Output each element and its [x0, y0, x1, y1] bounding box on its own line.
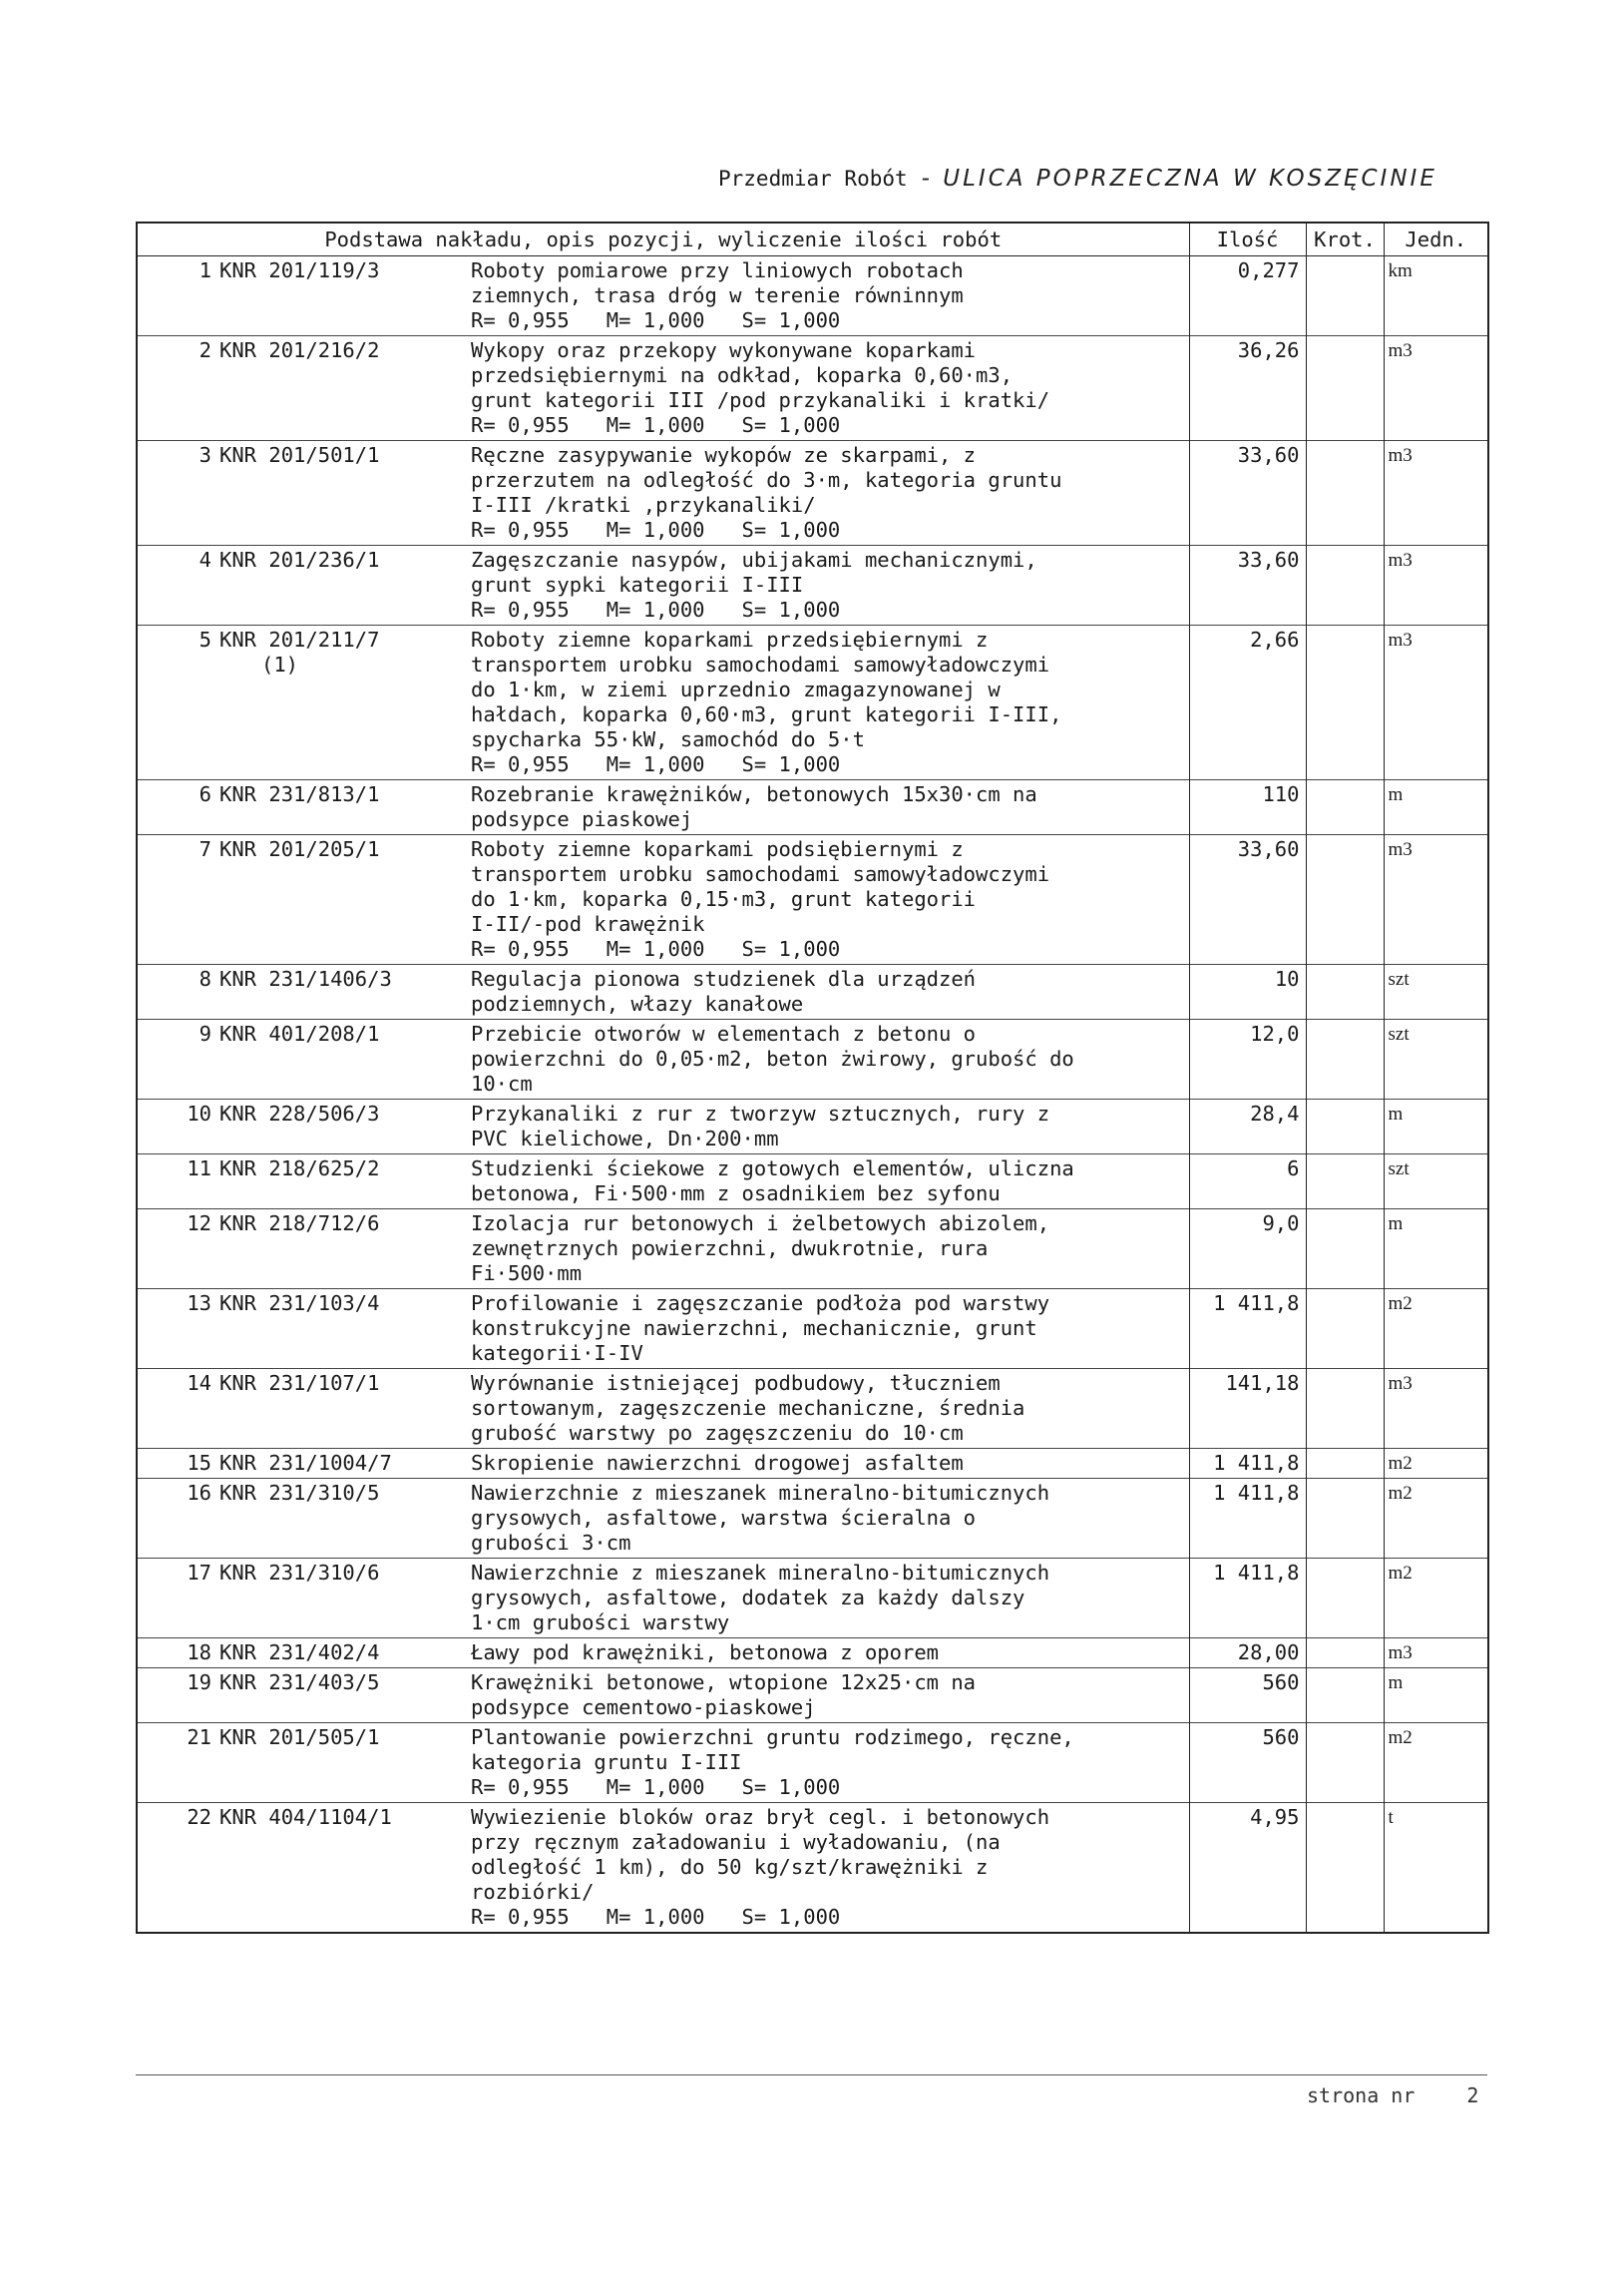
krot-cell: [1306, 1638, 1384, 1668]
position-number: 5: [199, 628, 211, 652]
header-jedn: Jedn.: [1384, 223, 1488, 256]
unit-cell: szt: [1384, 1020, 1488, 1100]
table-row: [137, 1479, 1488, 1559]
table-body: [137, 256, 1488, 1934]
knr-code: KNR 231/310/5: [219, 1481, 380, 1505]
table-row: [137, 256, 1488, 336]
krot-cell: [1306, 256, 1384, 336]
quantity-cell: 10: [1189, 965, 1306, 1020]
unit-cell: m2: [1384, 1479, 1488, 1559]
page-number: 2: [1466, 2083, 1479, 2107]
position-code: [142, 1156, 471, 1181]
position-number: 3: [199, 443, 211, 467]
position-number: 16: [187, 1481, 211, 1505]
knr-code: KNR 201/505/1: [219, 1725, 380, 1749]
position-code: [142, 338, 471, 363]
quantity-cell: 4,95: [1189, 1803, 1306, 1934]
quantity-cell: 560: [1189, 1668, 1306, 1723]
rms-coefficients: R= 0,955 M= 1,000 S= 1,000: [471, 413, 841, 437]
page-footer: [1307, 2083, 1478, 2107]
krot-cell: [1306, 1668, 1384, 1723]
position-description: Roboty ziemne koparkami podsiębiernymi z transportem urobku samochodami samowyładowczymi do 1·km, koparka 0,15·m3, grunt kategorii I-II/-pod krawężnik: [471, 837, 1050, 936]
handwritten-title: - ULICA POPRZECZNA W KOSZĘCINIE: [921, 166, 1437, 192]
basis-cell: [137, 546, 1189, 626]
knr-code: KNR 231/107/1: [219, 1371, 380, 1395]
basis-cell: [137, 1020, 1189, 1100]
position-code: [142, 628, 471, 653]
position-number: 13: [187, 1291, 211, 1315]
position-code: [142, 1291, 471, 1316]
knr-code: KNR 231/1406/3: [219, 967, 392, 991]
measurement-table: [136, 222, 1489, 1934]
position-description: Skropienie nawierzchni drogowej asfaltem: [471, 1451, 964, 1475]
basis-cell: [137, 1803, 1189, 1934]
krot-cell: [1306, 1479, 1384, 1559]
table-row: [137, 1369, 1488, 1449]
basis-cell: [137, 1289, 1189, 1369]
knr-code: KNR 231/403/5: [219, 1670, 380, 1694]
unit-cell: m: [1384, 1668, 1488, 1723]
header-ilosc: Ilość: [1189, 223, 1306, 256]
quantity-cell: 141,18: [1189, 1369, 1306, 1449]
unit-cell: szt: [1384, 965, 1488, 1020]
position-number: 21: [187, 1725, 211, 1749]
basis-cell: [137, 835, 1189, 965]
position-number: 14: [187, 1371, 211, 1395]
position-number: 2: [199, 338, 211, 362]
rms-coefficients: R= 0,955 M= 1,000 S= 1,000: [471, 1775, 841, 1799]
position-code: [142, 1725, 471, 1750]
quantity-cell: 33,60: [1189, 441, 1306, 546]
basis-cell: [137, 1100, 1189, 1154]
quantity-cell: 33,60: [1189, 835, 1306, 965]
unit-cell: m3: [1384, 835, 1488, 965]
position-description: Przykanaliki z rur z tworzyw sztucznych, rury z PVC kielichowe, Dn·200·mm: [471, 1102, 1050, 1150]
position-description: Zagęszczanie nasypów, ubijakami mechanicznymi, grunt sypki kategorii I-III: [471, 548, 1037, 597]
position-description: Regulacja pionowa studzienek dla urządzeń podziemnych, włazy kanałowe: [471, 967, 977, 1016]
quantity-cell: 28,4: [1189, 1100, 1306, 1154]
position-description: Ręczne zasypywanie wykopów ze skarpami, z przerzutem na odległość do 3·m, kategoria gruntu I-III /kratki ,przykanaliki/: [471, 443, 1062, 517]
position-code: [142, 548, 471, 573]
table-row: [137, 780, 1488, 835]
document-title: [718, 166, 1437, 192]
unit-cell: m3: [1384, 626, 1488, 780]
unit-cell: m2: [1384, 1723, 1488, 1803]
position-number: 17: [187, 1561, 211, 1585]
position-code: [142, 837, 471, 862]
sub-position: (1): [261, 653, 299, 677]
quantity-cell: 2,66: [1189, 626, 1306, 780]
basis-cell: [137, 441, 1189, 546]
table-row: [137, 1723, 1488, 1803]
knr-code: KNR 218/625/2: [219, 1156, 380, 1180]
position-code: [142, 1102, 471, 1127]
position-number: 18: [187, 1640, 211, 1664]
position-description: Krawężniki betonowe, wtopione 12x25·cm na podsypce cementowo-piaskowej: [471, 1670, 977, 1719]
krot-cell: [1306, 780, 1384, 835]
quantity-cell: 1 411,8: [1189, 1449, 1306, 1479]
table-row: [137, 1289, 1488, 1369]
unit-cell: m2: [1384, 1289, 1488, 1369]
table-row: [137, 441, 1488, 546]
quantity-cell: 28,00: [1189, 1638, 1306, 1668]
knr-code: KNR 218/712/6: [219, 1211, 380, 1235]
knr-code: KNR 404/1104/1: [219, 1805, 392, 1829]
knr-code: KNR 231/1004/7: [219, 1451, 392, 1475]
quantity-cell: 1 411,8: [1189, 1479, 1306, 1559]
krot-cell: [1306, 336, 1384, 441]
position-description: Plantowanie powierzchni gruntu rodzimego, ręczne, kategoria gruntu I-III: [471, 1725, 1074, 1774]
rms-coefficients: R= 0,955 M= 1,000 S= 1,000: [471, 598, 841, 622]
position-number: 8: [199, 967, 211, 991]
unit-cell: m3: [1384, 1369, 1488, 1449]
position-number: 4: [199, 548, 211, 572]
table-row: [137, 1559, 1488, 1638]
position-description: Roboty ziemne koparkami przedsiębiernymi z transportem urobku samochodami samowyładowczymi do 1·km, w ziemi uprzednio zmagazynowanej w hałdach, koparka 0,60·m3, grunt kategorii I-III, spycharka 55·kW, samochód do 5·t: [471, 628, 1062, 751]
krot-cell: [1306, 1449, 1384, 1479]
basis-cell: [137, 626, 1189, 780]
position-code: [142, 1211, 471, 1236]
basis-cell: [137, 1668, 1189, 1723]
position-code: [142, 258, 471, 283]
position-number: 10: [187, 1102, 211, 1126]
rms-coefficients: R= 0,955 M= 1,000 S= 1,000: [471, 752, 841, 776]
position-number: 22: [187, 1805, 211, 1829]
krot-cell: [1306, 1289, 1384, 1369]
unit-cell: m: [1384, 1100, 1488, 1154]
table-row: [137, 1803, 1488, 1934]
position-description: Ławy pod krawężniki, betonowa z oporem: [471, 1640, 939, 1664]
position-description: Wyrównanie istniejącej podbudowy, tłuczniem sortowanym, zagęszczenie mechaniczne, średnia grubość warstwy po zagęszczeniu do 10·cm: [471, 1371, 1025, 1445]
position-description: Profilowanie i zagęszczanie podłoża pod warstwy konstrukcyjne nawierzchni, mechanicznie, grunt kategorii·I-IV: [471, 1291, 1050, 1365]
table-row: [137, 1449, 1488, 1479]
unit-cell: m2: [1384, 1449, 1488, 1479]
krot-cell: [1306, 1154, 1384, 1209]
knr-code: KNR 228/506/3: [219, 1102, 380, 1126]
position-code: [142, 1670, 471, 1695]
table-row: [137, 1209, 1488, 1289]
quantity-cell: 33,60: [1189, 546, 1306, 626]
basis-cell: [137, 1723, 1189, 1803]
krot-cell: [1306, 1100, 1384, 1154]
krot-cell: [1306, 626, 1384, 780]
krot-cell: [1306, 835, 1384, 965]
rms-coefficients: R= 0,955 M= 1,000 S= 1,000: [471, 937, 841, 961]
unit-cell: t: [1384, 1803, 1488, 1934]
quantity-cell: 12,0: [1189, 1020, 1306, 1100]
basis-cell: [137, 1369, 1189, 1449]
basis-cell: [137, 336, 1189, 441]
position-code: [142, 1451, 471, 1476]
knr-code: KNR 201/119/3: [219, 258, 380, 282]
position-number: 11: [187, 1156, 211, 1180]
position-code: [142, 1371, 471, 1396]
position-code: [142, 443, 471, 468]
quantity-cell: 1 411,8: [1189, 1559, 1306, 1638]
krot-cell: [1306, 1369, 1384, 1449]
unit-cell: km: [1384, 256, 1488, 336]
unit-cell: m: [1384, 780, 1488, 835]
basis-cell: [137, 965, 1189, 1020]
position-number: 15: [187, 1451, 211, 1475]
position-description: Wykopy oraz przekopy wykonywane koparkami przedsiębiernymi na odkład, koparka 0,60·m3, grunt kategorii III /pod przykanaliki i kratki/: [471, 338, 1050, 412]
page-label: strona nr: [1307, 2083, 1416, 2107]
knr-code: KNR 201/216/2: [219, 338, 380, 362]
position-description: Izolacja rur betonowych i żelbetowych abizolem, zewnętrznych powierzchni, dwukrotnie, rura Fi·500·mm: [471, 1211, 1050, 1285]
header-krot: Krot.: [1306, 223, 1384, 256]
quantity-cell: 110: [1189, 780, 1306, 835]
unit-cell: m3: [1384, 546, 1488, 626]
knr-code: KNR 231/310/6: [219, 1561, 380, 1585]
position-description: Roboty pomiarowe przy liniowych robotach ziemnych, trasa dróg w terenie równinnym: [471, 258, 964, 307]
printed-title: Przedmiar Robót: [718, 167, 908, 191]
basis-cell: [137, 256, 1189, 336]
position-code: [142, 1805, 471, 1830]
basis-cell: [137, 1638, 1189, 1668]
krot-cell: [1306, 1020, 1384, 1100]
knr-code: KNR 231/103/4: [219, 1291, 380, 1315]
basis-cell: [137, 1559, 1189, 1638]
knr-code: KNR 401/208/1: [219, 1022, 380, 1046]
basis-cell: [137, 1479, 1189, 1559]
basis-cell: [137, 1449, 1189, 1479]
knr-code: KNR 201/211/7: [219, 628, 380, 652]
header-basis: Podstawa nakładu, opis pozycji, wyliczenie ilości robót: [137, 223, 1189, 256]
table-row: [137, 1100, 1488, 1154]
table-row: [137, 1638, 1488, 1668]
quantity-cell: 36,26: [1189, 336, 1306, 441]
basis-cell: [137, 1154, 1189, 1209]
knr-code: KNR 201/501/1: [219, 443, 380, 467]
position-number: 19: [187, 1670, 211, 1694]
rms-coefficients: R= 0,955 M= 1,000 S= 1,000: [471, 308, 841, 332]
position-number: 1: [199, 258, 211, 282]
position-code: [142, 967, 471, 992]
knr-code: KNR 201/236/1: [219, 548, 380, 572]
table-row: [137, 835, 1488, 965]
krot-cell: [1306, 1209, 1384, 1289]
position-code: [142, 1022, 471, 1047]
rms-coefficients: R= 0,955 M= 1,000 S= 1,000: [471, 518, 841, 542]
rms-coefficients: R= 0,955 M= 1,000 S= 1,000: [471, 1905, 841, 1929]
position-number: 12: [187, 1211, 211, 1235]
position-description: Rozebranie krawężników, betonowych 15x30·cm na podsypce piaskowej: [471, 782, 1037, 831]
krot-cell: [1306, 1723, 1384, 1803]
unit-cell: m3: [1384, 441, 1488, 546]
knr-code: KNR 231/813/1: [219, 782, 380, 806]
position-description: Przebicie otworów w elementach z betonu o powierzchni do 0,05·m2, beton żwirowy, grubość do 10·cm: [471, 1022, 1074, 1096]
knr-code: KNR 201/205/1: [219, 837, 380, 861]
quantity-cell: 9,0: [1189, 1209, 1306, 1289]
quantity-cell: 0,277: [1189, 256, 1306, 336]
table-row: [137, 546, 1488, 626]
table-header-row: [137, 223, 1488, 256]
footer-divider: [136, 2074, 1487, 2075]
krot-cell: [1306, 1803, 1384, 1934]
position-description: Nawierzchnie z mieszanek mineralno-bitumicznych grysowych, asfaltowe, warstwa ścieralna o grubości 3·cm: [471, 1481, 1050, 1555]
table-row: [137, 336, 1488, 441]
position-description: Wywiezienie bloków oraz brył cegl. i betonowych przy ręcznym załadowaniu i wyładowaniu, (na odległość 1 km), do 50 kg/szt/krawężniki z rozbiórki/: [471, 1805, 1050, 1904]
krot-cell: [1306, 965, 1384, 1020]
krot-cell: [1306, 441, 1384, 546]
position-description: Studzienki ściekowe z gotowych elementów, uliczna betonowa, Fi·500·mm z osadnikiem bez syfonu: [471, 1156, 1074, 1205]
basis-cell: [137, 780, 1189, 835]
position-code: [142, 782, 471, 807]
table-row: [137, 1154, 1488, 1209]
position-number: 9: [199, 1022, 211, 1046]
krot-cell: [1306, 1559, 1384, 1638]
unit-cell: m3: [1384, 336, 1488, 441]
unit-cell: m: [1384, 1209, 1488, 1289]
table-row: [137, 626, 1488, 780]
quantity-cell: 1 411,8: [1189, 1289, 1306, 1369]
unit-cell: m2: [1384, 1559, 1488, 1638]
unit-cell: m3: [1384, 1638, 1488, 1668]
basis-cell: [137, 1209, 1189, 1289]
position-number: 6: [199, 782, 211, 806]
table-row: [137, 1668, 1488, 1723]
table-row: [137, 965, 1488, 1020]
position-number: 7: [199, 837, 211, 861]
position-code: [142, 1640, 471, 1665]
krot-cell: [1306, 546, 1384, 626]
position-description: Nawierzchnie z mieszanek mineralno-bitumicznych grysowych, asfaltowe, dodatek za każdy dalszy 1·cm grubości warstwy: [471, 1561, 1050, 1634]
unit-cell: szt: [1384, 1154, 1488, 1209]
table-row: [137, 1020, 1488, 1100]
position-code: [142, 1561, 471, 1586]
knr-code: KNR 231/402/4: [219, 1640, 380, 1664]
quantity-cell: 6: [1189, 1154, 1306, 1209]
position-code: [142, 1481, 471, 1506]
quantity-cell: 560: [1189, 1723, 1306, 1803]
